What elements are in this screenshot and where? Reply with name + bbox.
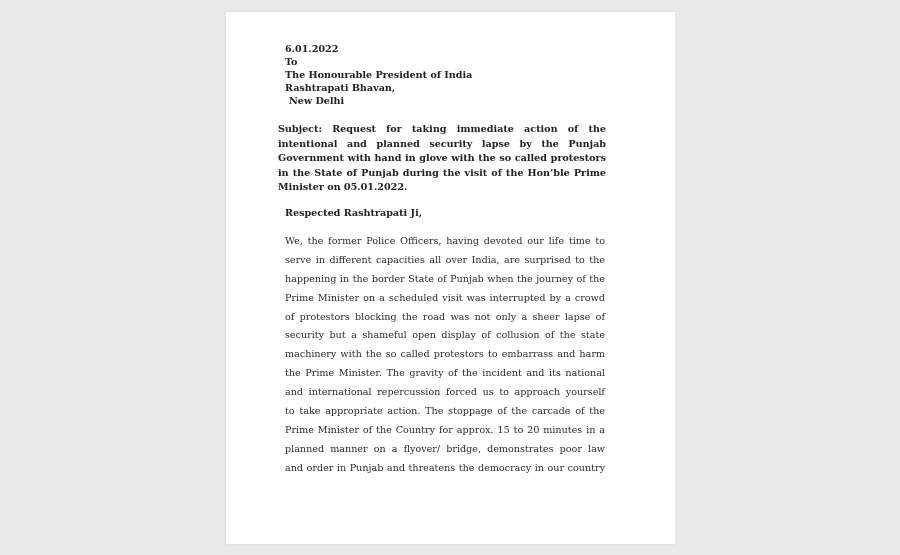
subject-block bbox=[278, 123, 606, 196]
body-line: and international repercussion forced us to approach yourself bbox=[285, 387, 605, 399]
salutation: Respected Rashtrapati Ji, bbox=[285, 208, 423, 219]
letter-page bbox=[226, 12, 675, 544]
letter-date: 6.01.2022 bbox=[285, 44, 339, 55]
subject-line: in the State of Punjab during the visit of the Hon’ble Prime bbox=[278, 167, 606, 179]
body-line: and order in Punjab and threatens the democracy in our country bbox=[285, 462, 605, 474]
body-line: security but a shameful open display of collusion of the state bbox=[285, 330, 605, 342]
body-line: to take appropriate action. The stoppage of the carcade of the bbox=[285, 406, 605, 418]
body-line: We, the former Police Officers, having devoted our life time to bbox=[285, 236, 605, 247]
body-line: the Prime Minister. The gravity of the incident and its national bbox=[285, 368, 605, 380]
subject-line: Minister on 05.01.2022. bbox=[278, 182, 408, 194]
body-line: Prime Minister on a scheduled visit was interrupted by a crowd bbox=[285, 292, 605, 304]
body-line: of protestors blocking the road was not only a sheer lapse of bbox=[285, 311, 605, 323]
body-line: serve in different capacities all over India, are surprised to the bbox=[285, 254, 605, 266]
subject-line: intentional and planned security lapse by the Punjab bbox=[278, 138, 606, 150]
recipient: The Honourable President of India bbox=[285, 70, 473, 81]
address-block bbox=[285, 43, 472, 108]
subject-line: Subject: Request for taking immediate action of the bbox=[278, 124, 606, 135]
to-label: To bbox=[285, 57, 298, 68]
subject-line: Government with hand in glove with the so called protestors bbox=[278, 153, 606, 165]
body-line: planned manner on a flyover/ bridge, demonstrates poor law bbox=[285, 443, 605, 455]
body-line: machinery with the so called protestors to embarrass and harm bbox=[285, 349, 605, 361]
body-line: Prime Minister of the Country for approx. 15 to 20 minutes in a bbox=[285, 424, 605, 436]
address-line-1: Rashtrapati Bhavan, bbox=[285, 83, 396, 94]
letter-body bbox=[285, 233, 605, 479]
address-line-2: New Delhi bbox=[289, 96, 345, 107]
body-line: happening in the border State of Punjab when the journey of the bbox=[285, 273, 605, 285]
